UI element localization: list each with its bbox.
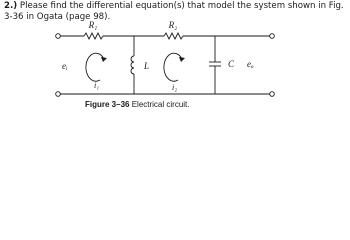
capacitor-label: C [228,59,235,69]
loop-current-i1-label: i₁ [94,81,100,90]
input-terminal-bottom [56,92,61,97]
question-number: 2.) [4,1,18,11]
figure-caption [85,100,190,109]
r1-label: R₁ [88,20,98,30]
circuit-diagram [0,0,350,114]
output-terminal-bottom [270,92,275,97]
figure-caption-label: Figure 3–36 [85,100,130,109]
inductor-label: L [144,61,150,71]
figure-caption-text: Electrical circuit. [131,100,190,109]
resistor-r2 [164,33,183,39]
inductor-l [131,56,134,74]
i1-arrowhead [101,57,107,62]
question-body: Please find the differential equation(s) that model the system shown in Fig. 3-36 in Ogata (page 98). [4,1,344,22]
resistor-r1 [84,33,103,39]
input-voltage-label: eᵢ [62,61,68,71]
r2-label: R₂ [168,20,178,30]
output-voltage-label: eₒ [247,59,254,69]
i2-arrowhead [179,57,185,62]
loop-current-i2-label: i₂ [172,83,178,92]
output-terminal-top [270,34,275,39]
circuit-svg [0,0,350,114]
input-terminal-top [56,34,61,39]
